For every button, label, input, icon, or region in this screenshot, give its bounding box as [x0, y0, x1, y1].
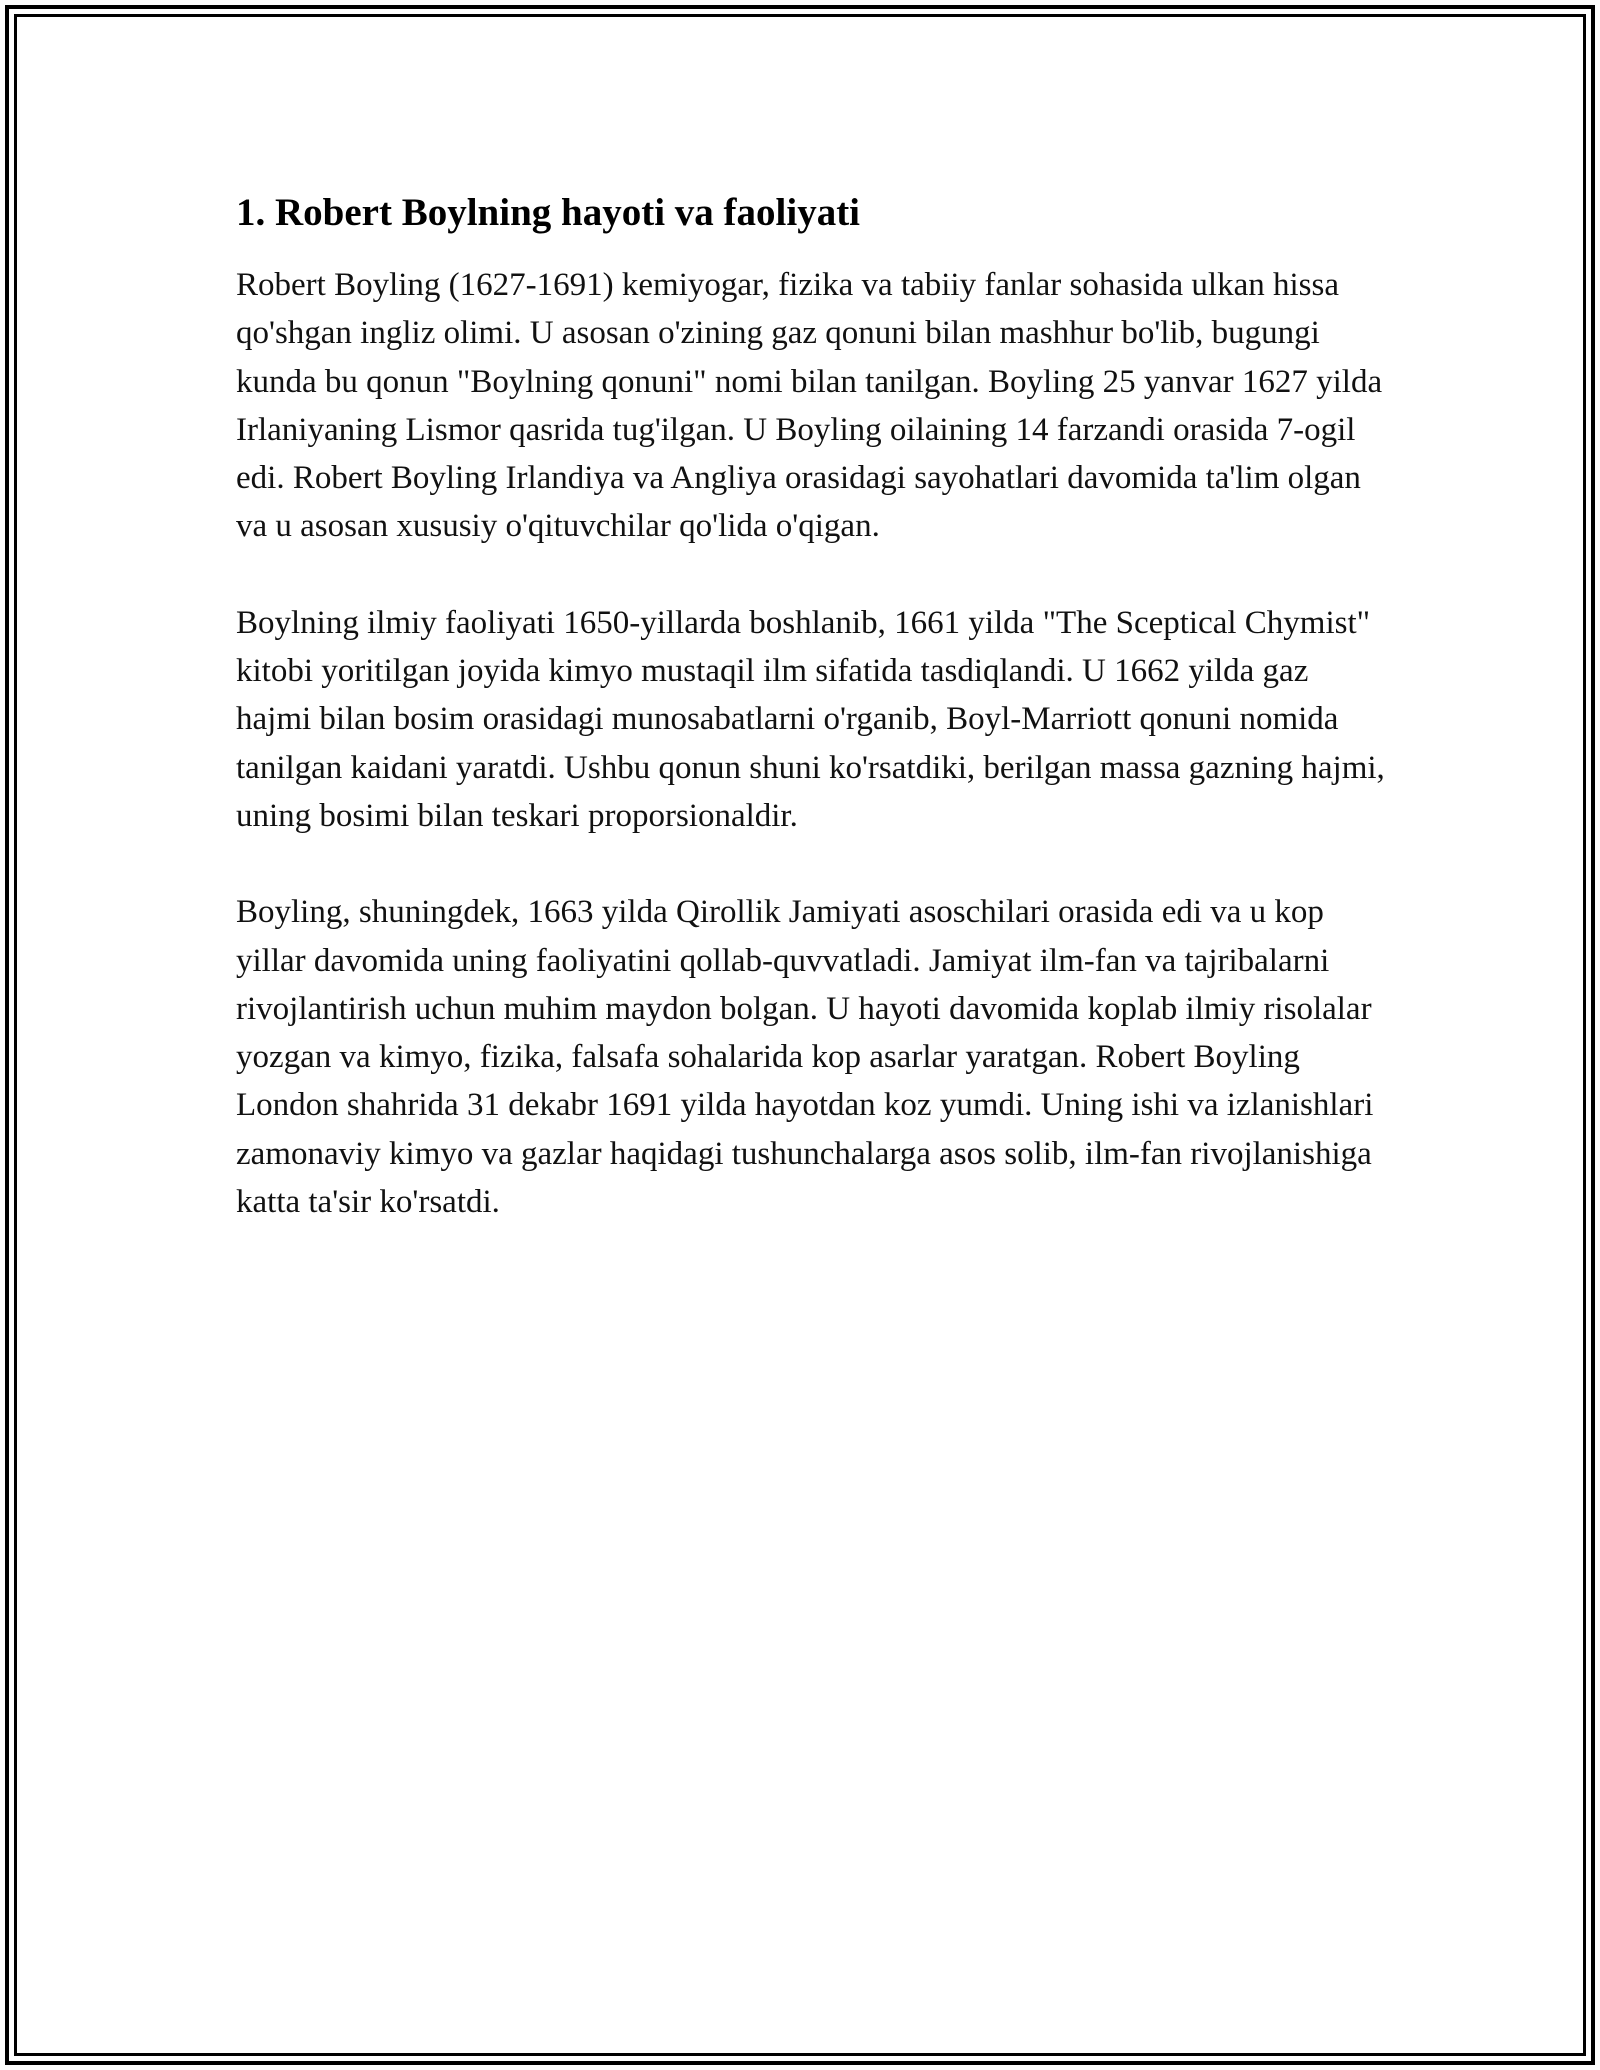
- paragraph-scientific-work: Boylning ilmiy faoliyati 1650-yillarda boshlanib, 1661 yilda "The Sceptical Chymist" kitobi yoritilgan joyida kimyo mustaqil ilm sifatida tasdiqlandi. U 1662 yilda gaz hajmi bilan bosim orasidagi munosabatlarni o'rganib, Boyl-Marriott qonuni nomida tanilgan kaidani yaratdi. Ushbu qonun shuni ko'rsatdiki, berilgan massa gazning hajmi, uning bosimi bilan teskari proporsionaldir.: [236, 604, 1385, 834]
- document-title: 1. Robert Boylning hayoti va faoliyati: [236, 191, 861, 234]
- paragraph-early-life: Robert Boyling (1627-1691) kemiyogar, fizika va tabiiy fanlar sohasida ulkan hissa qo'shgan ingliz olimi. U asosan o'zining gaz qonuni bilan mashhur bo'lib, bugungi kunda bu qonun "Boylning qonuni" nomi bilan tanilgan. Boyling 25 yanvar 1627 yilda Irlaniyaning Lismor qasrida tug'ilgan. U Boyling oilaining 14 farzandi orasida 7-ogil edi. Robert Boyling Irlandiya va Angliya orasidagi sayohatlari davomida ta'lim olgan va u asosan xususiy o'qituvchilar qo'lida o'qigan.: [236, 267, 1383, 545]
- document-body: [236, 186, 1386, 1274]
- paragraph-royal-society: Boyling, shuningdek, 1663 yilda Qirollik Jamiyati asoschilari orasida edi va u kop yillar davomida uning faoliyatini qollab-quvvatladi. Jamiyat ilm-fan va tajribalarni rivojlantirish uchun muhim maydon bolgan. U hayoti davomida koplab ilmiy risolalar yozgan va kimyo, fizika, falsafa sohalarida kop asarlar yaratgan. Robert Boyling London shahrida 31 dekabr 1691 yilda hayotdan koz yumdi. Uning ishi va izlanishlari zamonaviy kimyo va gazlar haqidagi tushunchalarga asos solib, ilm-fan rivojlanishiga katta ta'sir ko'rsatdi.: [236, 894, 1374, 1221]
